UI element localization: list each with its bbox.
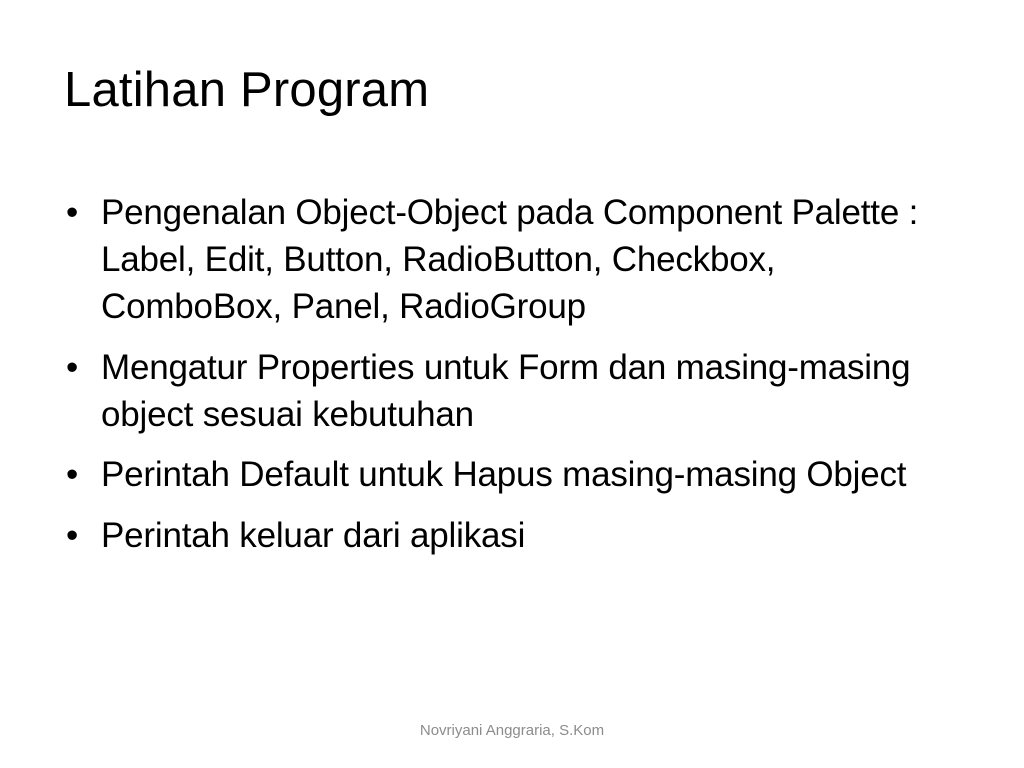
bullet-text: Mengatur Properties untuk Form dan masing-masing object sesuai kebutuhan bbox=[101, 347, 911, 434]
bullet-text: Perintah keluar dari aplikasi bbox=[101, 516, 526, 556]
bullet-icon: • bbox=[65, 347, 79, 387]
bullet-icon: • bbox=[65, 455, 79, 495]
bullet-text: Pengenalan Object-Object pada Component Palette : Label, Edit, Button, RadioButton, Checkbox, ComboBox, Panel, RadioGroup bbox=[101, 193, 919, 326]
bullet-item bbox=[60, 513, 960, 560]
bullet-item bbox=[60, 452, 960, 499]
bullet-icon: • bbox=[65, 193, 79, 232]
bullet-item bbox=[60, 345, 960, 439]
slide-title: Latihan Program bbox=[64, 63, 430, 117]
footer-author: Novriyani Anggraria, S.Kom bbox=[419, 722, 605, 739]
bullet-icon: • bbox=[65, 516, 79, 556]
bullet-item bbox=[60, 190, 960, 331]
bullet-text: Perintah Default untuk Hapus masing-masing Object bbox=[101, 455, 907, 495]
bullet-list bbox=[60, 190, 960, 574]
